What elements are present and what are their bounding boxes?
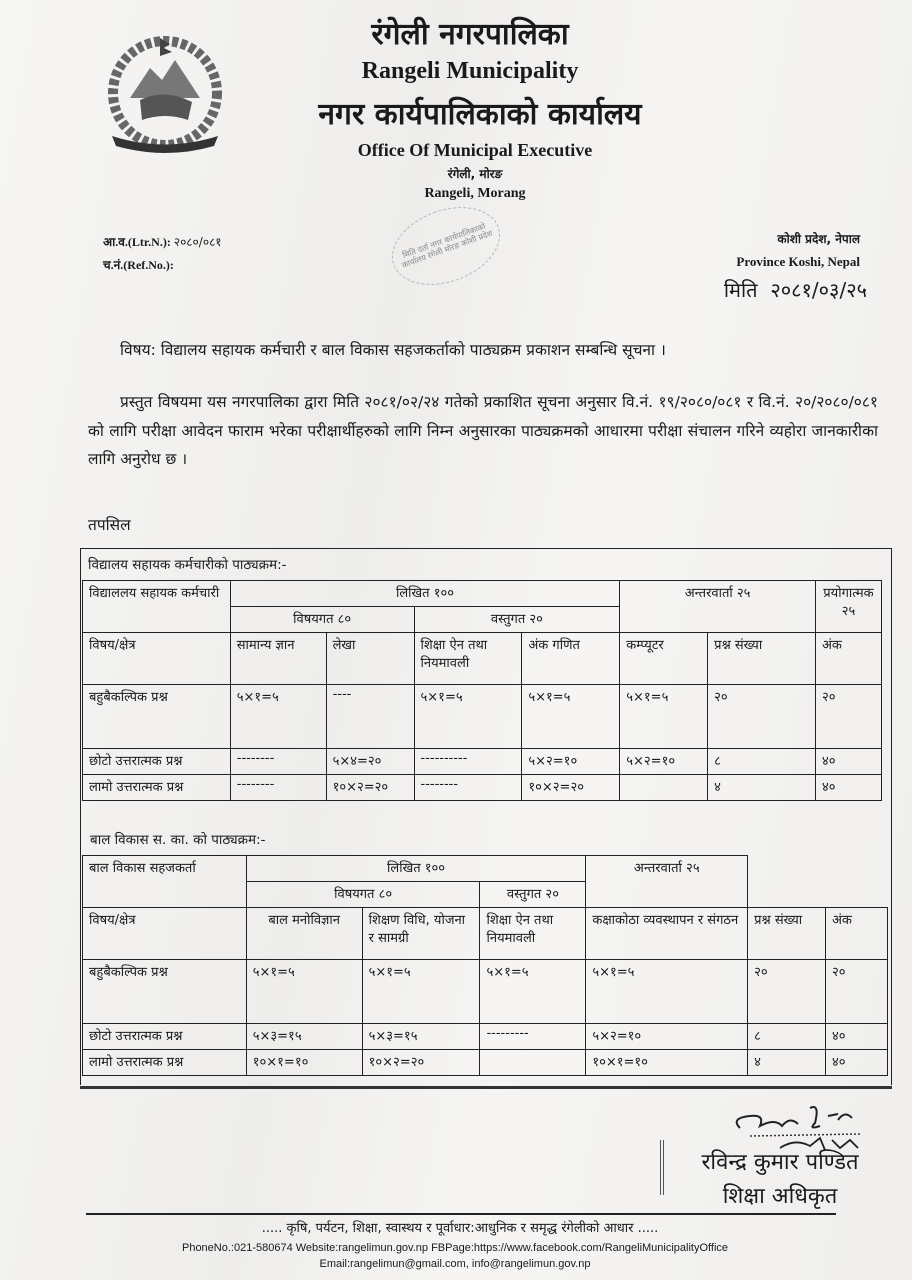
table-cell: ८ <box>748 1024 826 1050</box>
letter-number-value: २०८०/०८१ <box>173 235 222 249</box>
province-nepali: कोशी प्रदेश, नेपाल <box>777 232 860 246</box>
table-cell: ५×३=१५ <box>362 1024 480 1050</box>
school-assistant-section-title: विद्यालय सहायक कर्मचारीको पाठ्यक्रम:- <box>88 557 287 573</box>
post-name-cell: बाल विकास सहजकर्ता <box>83 856 247 908</box>
school-assistant-syllabus-table <box>82 580 882 801</box>
table-cell: ४० <box>815 749 881 775</box>
row-label: छोटो उत्तरात्मक प्रश्न <box>83 749 231 775</box>
subjective-marks-cell: विषयगत ८० <box>246 882 480 908</box>
objective-marks-cell: वस्तुगत २० <box>480 882 586 908</box>
table-cell: ५×१=५ <box>246 960 362 1024</box>
column-header: प्रश्न संख्या <box>748 908 826 960</box>
table-cell: ४ <box>748 1050 826 1076</box>
table-row <box>83 685 882 749</box>
practical-marks-cell: प्रयोगात्मक २५ <box>815 581 881 633</box>
signatory-name: रविन्द्र कुमार पण्डित <box>701 1150 859 1175</box>
table-header-row <box>83 908 888 960</box>
row-label: लामो उत्तरात्मक प्रश्न <box>83 1050 247 1076</box>
province-english: Province Koshi, Nepal <box>736 254 860 269</box>
table-cell: ---- <box>326 685 414 749</box>
row-label: बहुबैकल्पिक प्रश्न <box>83 685 231 749</box>
table-row <box>83 1024 888 1050</box>
reference-number-label: च.नं.(Ref.No.): <box>103 258 174 272</box>
column-header: विषय/क्षेत्र <box>83 908 247 960</box>
table-cell: -------- <box>230 749 326 775</box>
location-nepali: रंगेली, मोरङ <box>447 167 503 181</box>
office-title-nepali: नगर कार्यपालिकाको कार्यालय <box>318 97 642 132</box>
column-header: शिक्षा ऐन तथा नियमावली <box>414 633 522 685</box>
table-cell: ५×४=२० <box>326 749 414 775</box>
table-cell: ४ <box>708 775 816 801</box>
table-cell: १०×२=२० <box>362 1050 480 1076</box>
date-value: २०८१/०३/२५ <box>770 278 867 302</box>
objective-marks-cell: वस्तुगत २० <box>414 607 620 633</box>
nepal-emblem-logo <box>100 28 230 158</box>
table-cell: ५×१=५ <box>414 685 522 749</box>
table-cell: २० <box>826 960 888 1024</box>
location-english: Rangeli, Morang <box>424 186 526 201</box>
body-paragraph: प्रस्तुत विषयमा यस नगरपालिका द्वारा मिति २०८१/०२/२४ गतेको प्रकाशित सूचना अनुसार वि.नं. १९/२०८०/०८१ र वि.नं. २०/२०८०/०८१ को लागि परीक्षा आवेदन फाराम भरेका परीक्षार्थीहरुको लागि निम्न अनुसारका पाठ्यक्रमको आधारमा परीक्षा संचालन गरिने व्यहोरा जानकारीका लागि अनुरोध छ । <box>88 393 878 468</box>
table-cell: ५×२=१० <box>522 749 620 775</box>
table-cell: ५×२=१० <box>586 1024 748 1050</box>
table-cell: ---------- <box>414 749 522 775</box>
document-date <box>672 276 867 303</box>
table-cell: ५×१=५ <box>230 685 326 749</box>
written-marks-cell: लिखित १०० <box>246 856 586 882</box>
table-cell: --------- <box>480 1024 586 1050</box>
table-cell: ४० <box>826 1024 888 1050</box>
signatory-designation: शिक्षा अधिकृत <box>722 1184 838 1209</box>
details-heading: तपसिल <box>88 516 131 534</box>
table-cell: ५×३=१५ <box>246 1024 362 1050</box>
column-header: शिक्षा ऐन तथा नियमावली <box>480 908 586 960</box>
footer-motto: ..... कृषि, पर्यटन, शिक्षा, स्वास्थय र पूर्वाधार:आधुनिक र समृद्ध रंगेलीको आधार ..... <box>261 1221 659 1236</box>
table-cell: २० <box>815 685 881 749</box>
table-cell <box>620 775 708 801</box>
date-label: मिति <box>723 278 758 302</box>
table-cell: १०×२=२० <box>326 775 414 801</box>
footer-divider <box>86 1213 836 1215</box>
column-header: लेखा <box>326 633 414 685</box>
column-header: सामान्य ज्ञान <box>230 633 326 685</box>
interview-marks-cell: अन्तरवार्ता २५ <box>620 581 816 633</box>
table-cell: ५×१=५ <box>620 685 708 749</box>
row-label: लामो उत्तरात्मक प्रश्न <box>83 775 231 801</box>
column-header: विषय/क्षेत्र <box>83 633 231 685</box>
reference-number <box>103 256 174 273</box>
table-cell: १०×१=१० <box>246 1050 362 1076</box>
frame-bottom-rule <box>80 1086 892 1089</box>
interview-marks-cell: अन्तरवार्ता २५ <box>586 856 748 908</box>
municipality-title-english: Rangeli Municipality <box>361 58 579 84</box>
signature-scribble <box>720 1098 870 1153</box>
subjective-marks-cell: विषयगत ८० <box>230 607 414 633</box>
table-header-row <box>83 633 882 685</box>
footer-email: Email:rangelimun@gmail.com, info@rangelimun.gov.np <box>319 1258 591 1270</box>
table-cell: २० <box>748 960 826 1024</box>
column-header: अंक गणित <box>522 633 620 685</box>
table-row <box>83 749 882 775</box>
footer-contact: PhoneNo.:021-580674 Website:rangelimun.gov.np FBPage:https://www.facebook.com/RangeliMunicipalityOffice <box>181 1242 729 1254</box>
table-cell: ४० <box>826 1050 888 1076</box>
table-row <box>83 775 882 801</box>
table-cell: २० <box>708 685 816 749</box>
table-cell: -------- <box>414 775 522 801</box>
column-header: बाल मनोविज्ञान <box>246 908 362 960</box>
column-header: अंक <box>826 908 888 960</box>
table-cell: ८ <box>708 749 816 775</box>
table-cell: ५×१=५ <box>480 960 586 1024</box>
table-cell <box>480 1050 586 1076</box>
written-marks-cell: लिखित १०० <box>230 581 620 607</box>
margin-mark <box>660 1140 664 1195</box>
column-header: अंक <box>815 633 881 685</box>
letter-number-label: आ.व.(Ltr.N.): <box>103 235 171 249</box>
table-row <box>83 960 888 1024</box>
child-dev-section-title: बाल विकास स. का. को पाठ्यक्रम:- <box>90 832 266 848</box>
office-title-english: Office Of Municipal Executive <box>357 140 593 160</box>
municipality-title-nepali: रंगेली नगरपालिका <box>371 17 569 52</box>
letter-number <box>103 233 222 250</box>
column-header: कम्प्यूटर <box>620 633 708 685</box>
column-header: कक्षाकोठा व्यवस्थापन र संगठन <box>586 908 748 960</box>
table-row <box>83 1050 888 1076</box>
row-label: छोटो उत्तरात्मक प्रश्न <box>83 1024 247 1050</box>
table-cell: ४० <box>815 775 881 801</box>
subject-line: विषय: विद्यालय सहायक कर्मचारी र बाल विकास सहजकर्ताको पाठ्यक्रम प्रकाशन सम्बन्धि सूचना । <box>120 341 666 359</box>
table-cell: ५×१=५ <box>586 960 748 1024</box>
column-header: प्रश्न संख्या <box>708 633 816 685</box>
table-cell: ५×१=५ <box>362 960 480 1024</box>
table-cell: ५×१=५ <box>522 685 620 749</box>
table-cell: १०×१=१० <box>586 1050 748 1076</box>
table-cell: -------- <box>230 775 326 801</box>
table-cell: १०×२=२० <box>522 775 620 801</box>
empty-cell <box>748 856 888 908</box>
row-label: बहुबैकल्पिक प्रश्न <box>83 960 247 1024</box>
office-stamp: मिति दर्ता नगर कार्यपालिकाको कार्यालय रंगेली मोरङ कोशी प्रदेश <box>381 193 511 299</box>
post-name-cell: विद्याललय सहायक कर्मचारी <box>83 581 231 633</box>
column-header: शिक्षण विधि, योजना र सामग्री <box>362 908 480 960</box>
child-dev-syllabus-table <box>82 855 888 1076</box>
table-cell: ५×२=१० <box>620 749 708 775</box>
